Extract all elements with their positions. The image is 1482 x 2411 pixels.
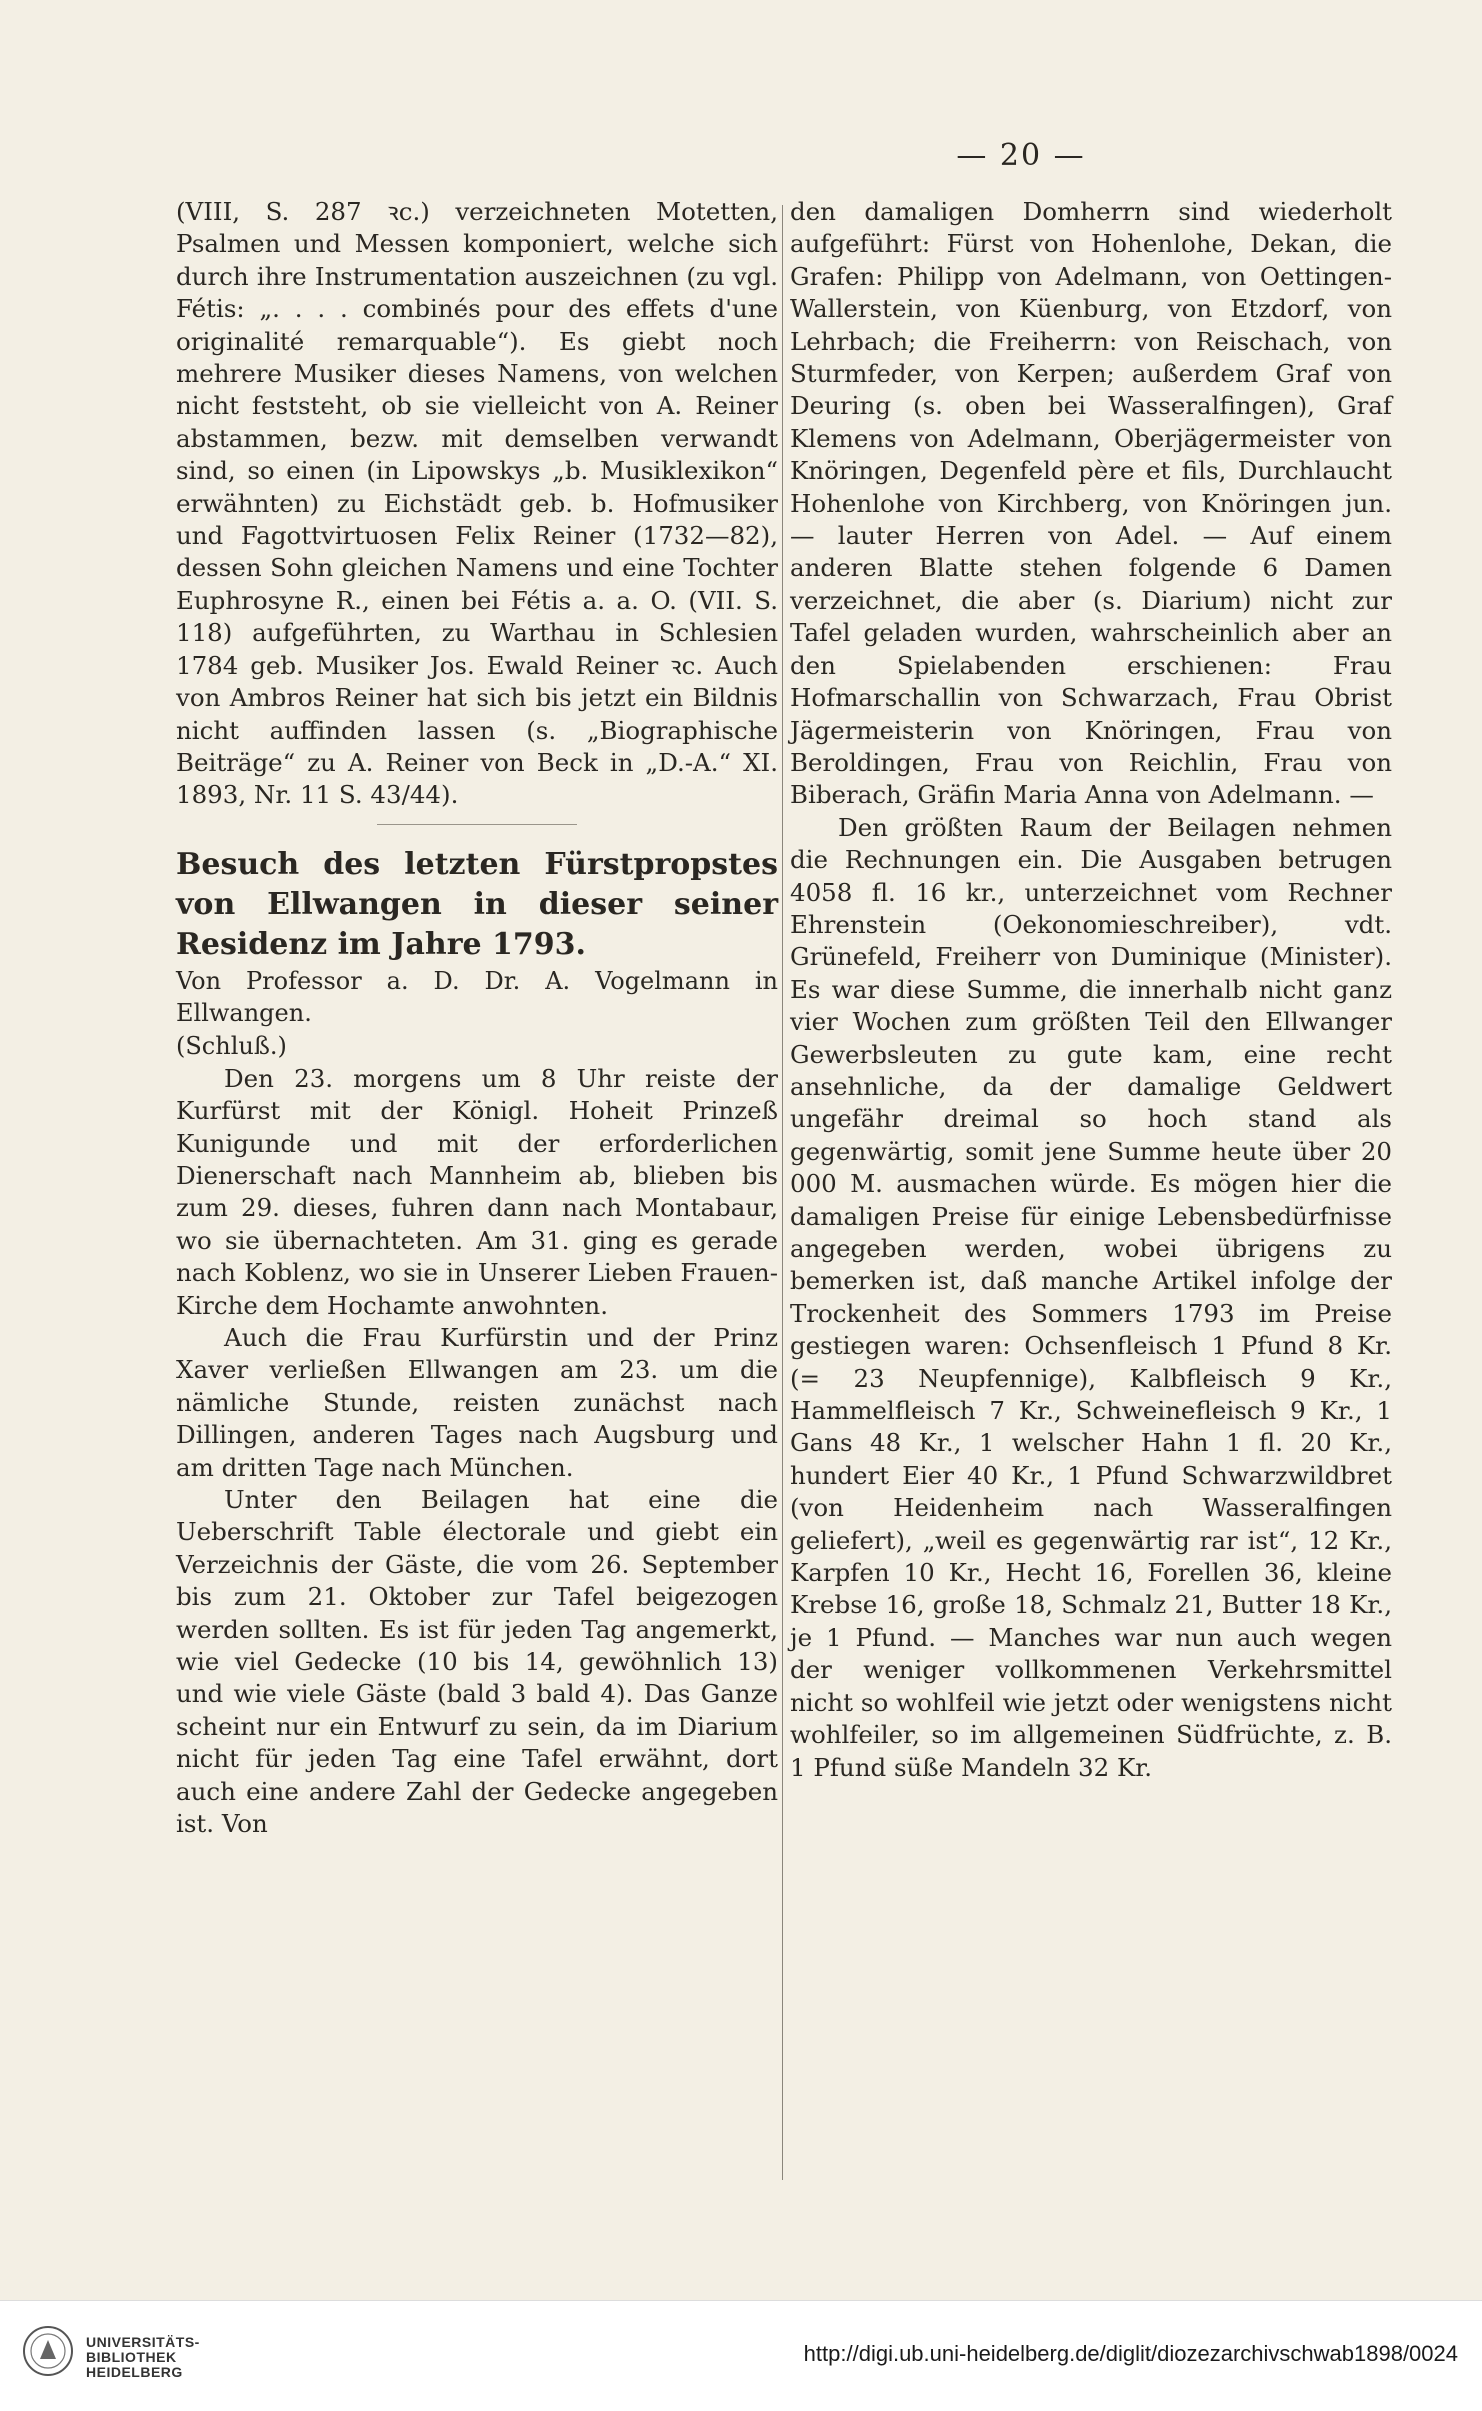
- right-column: [790, 196, 1392, 1784]
- column-divider: [782, 205, 783, 2180]
- paragraph: Den größten Raum der Beilagen nehmen die Rechnungen ein. Die Ausgaben betrugen 4058 fl. 16 kr., unterzeichnet vom Rechner Ehrenstein (Oekonomieschreiber), vdt. Grünefeld, Freiherr von Duminique (Minister). Es war diese Summe, die innerhalb nicht ganz vier Wochen zum größten Teil den Ellwanger Gewerbsleuten zu gute kam, eine recht ansehnliche, da der damalige Geldwert ungefähr dreimal so hoch stand als gegenwärtig, somit jene Summe heute über 20 000 M. ausmachen würde. Es mögen hier die damaligen Preise für einige Lebensbedürfnisse angegeben werden, wobei übrigens zu bemerken ist, daß manche Artikel infolge der Trockenheit des Sommers 1793 im Preise gestiegen waren: Ochsenfleisch 1 Pfund 8 Kr. (= 23 Neupfennige), Kalbfleisch 9 Kr., Hammelfleisch 7 Kr., Schweinefleisch 9 Kr., 1 Gans 48 Kr., 1 welscher Hahn 1 fl. 20 Kr., hundert Eier 40 Kr., 1 Pfund Schwarzwildbret (von Heidenheim nach Wasseralfingen geliefert), „weil es gegenwärtig rar ist“, 12 Kr., Karpfen 10 Kr., Hecht 16, Forellen 36, kleine Krebse 16, große 18, Schmalz 21, Butter 18 Kr., je 1 Pfund. — Manches war nun auch wegen der weniger vollkommenen Verkehrsmittel nicht so wohlfeil wie jetzt oder wenigstens nicht wohlfeiler, so im allgemeinen Südfrüchte, z. B. 1 Pfund süße Mandeln 32 Kr.: [790, 812, 1392, 1782]
- paragraph: (VIII, S. 287 ꝛc.) verzeichneten Motetten, Psalmen und Messen komponiert, welche sich durch ihre Instrumentation auszeichnen (zu vgl. Fétis: „. . . . combinés pour des effets d'une originalité remarquable“). Es giebt noch mehrere Musiker dieses Namens, von welchen nicht feststeht, ob sie vielleicht von A. Reiner abstammen, bezw. mit demselben verwandt sind, so einen (in Lipowskys „b. Musiklexikon“ erwähnten) zu Eichstädt geb. b. Hofmusiker und Fagottvirtuosen Felix Reiner (1732—82), dessen Sohn gleichen Namens und eine Tochter Euphrosyne R., einen bei Fétis a. a. O. (VII. S. 118) aufgeführten, zu Warthau in Schlesien 1784 geb. Musiker Jos. Ewald Reiner ꝛc. Auch von Ambros Reiner hat sich bis jetzt ein Bildnis nicht auffinden lassen (s. „Biographische Beiträge“ zu A. Reiner von Beck in „D.-A.“ XI. 1893, Nr. 11 S. 43/44).: [176, 197, 778, 810]
- paragraph: Auch die Frau Kurfürstin und der Prinz Xaver verließen Ellwangen am 23. um die nämliche Stunde, reisten zunächst nach Dillingen, anderen Tages nach Augsburg und am dritten Tage nach München.: [176, 1322, 778, 1482]
- digitization-footer: [0, 2300, 1482, 2411]
- page-number: — 20 —: [956, 138, 1086, 173]
- paragraph: Den 23. morgens um 8 Uhr reiste der Kurfürst mit der Königl. Hoheit Prinzeß Kunigunde und mit der erforderlichen Dienerschaft nach Mannheim ab, blieben bis zum 29. dieses, fuhren dann nach Montabaur, wo sie übernachteten. Am 31. ging es gerade nach Koblenz, wo sie in Unserer Lieben Frauen-Kirche dem Hochamte anwohnten.: [176, 1063, 778, 1320]
- article-subtitle: (Schluß.): [176, 1031, 287, 1060]
- library-logo-text: UNIVERSITÄTS- BIBLIOTHEK HEIDELBERG: [86, 2334, 200, 2380]
- article-author: Von Professor a. D. Dr. A. Vogelmann in Ellwangen.: [176, 966, 778, 1027]
- university-seal-icon: [22, 2325, 74, 2377]
- left-column: [176, 196, 778, 1840]
- section-separator: [377, 824, 577, 825]
- paragraph: Unter den Beilagen hat eine die Ueberschrift Table électorale und giebt ein Verzeichnis der Gäste, die vom 26. September bis zum 21. Oktober zur Tafel beigezogen werden sollten. Es ist für jeden Tag angemerkt, wie viel Gedecke (10 bis 14, gewöhnlich 13) und wie viele Gäste (bald 3 bald 4). Das Ganze scheint nur ein Entwurf zu sein, da im Diarium nicht für jeden Tag eine Tafel erwähnt, dort auch eine andere Zahl der Gedecke angegeben ist. Von: [176, 1485, 778, 1839]
- article-heading: Besuch des letzten Fürstpropstes von Ellwangen in dieser seiner Residenz im Jahre 1793.: [176, 846, 778, 962]
- paragraph: den damaligen Domherrn sind wiederholt aufgeführt: Fürst von Hohenlohe, Dekan, die Grafen: Philipp von Adelmann, von Oettingen-Wallerstein, von Küenburg, von Etzdorf, von Lehrbach; die Freiherrn: von Reischach, von Sturmfeder, von Kerpen; außerdem Graf von Deuring (s. oben bei Wasseralfingen), Graf Klemens von Adelmann, Oberjägermeister von Knöringen, Degenfeld père et fils, Durchlaucht Hohenlohe von Kirchberg, von Knöringen jun. — lauter Herren von Adel. — Auf einem anderen Blatte stehen folgende 6 Damen verzeichnet, die aber (s. Diarium) nicht zur Tafel geladen wurden, wahrscheinlich aber an den Spielabenden erschienen: Frau Hofmarschallin von Schwarzach, Frau Obrist Jägermeisterin von Knöringen, Frau von Beroldingen, Frau von Reichlin, Frau von Biberach, Gräfin Maria Anna von Adelmann. —: [790, 197, 1392, 810]
- source-url-link[interactable]: http://digi.ub.uni-heidelberg.de/diglit/diozezarchivschwab1898/0024: [803, 2341, 1458, 2366]
